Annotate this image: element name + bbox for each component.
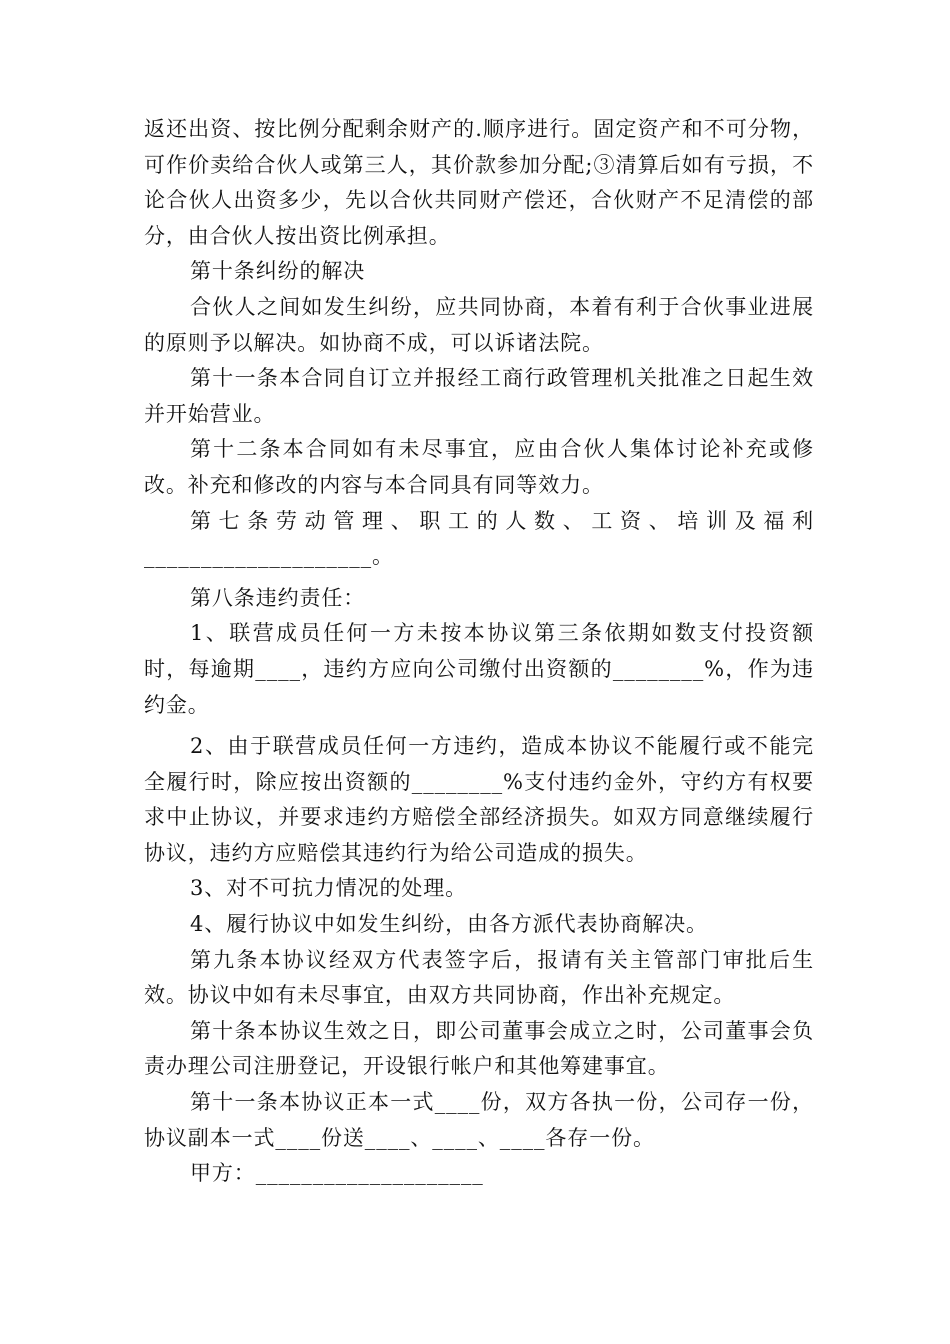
paragraph: 3、对不可抗力情况的处理。 — [190, 876, 468, 901]
paragraph: 第十一条本协议正本一式____份，双方各执一份，公司存一份，协议副本一式____份送____、____、____各存一份。 — [144, 1090, 814, 1150]
paragraph: 第十条纠纷的解决 — [190, 259, 366, 284]
paragraph: 第八条违约责任： — [190, 585, 366, 610]
paragraph: 返还出资、按比例分配剩余财产的.顺序进行。固定资产和不可分物，可作价卖给合伙人或第三人，其价款参加分配;③清算后如有亏损，不论合伙人出资多少，先以合伙共同财产偿还，合伙财产不足清偿的部分，由合伙人按出资比例承担。 — [144, 117, 814, 248]
paragraph: 1、联营成员任何一方未按本协议第三条依期如数支付投资额时，每逾期____，违约方应向公司缴付出资额的________%，作为违约金。 — [144, 621, 814, 717]
paragraph: 第十二条本合同如有未尽事宜，应由合伙人集体讨论补充或修改。补充和修改的内容与本合同具有同等效力。 — [144, 437, 814, 497]
paragraph: 第七条劳动管理、职工的人数、工资、培训及福利____________________。 — [144, 508, 814, 569]
signature-line-party-a: 甲方：____________________ — [190, 1161, 484, 1186]
paragraph: 第九条本协议经双方代表签字后，报请有关主管部门审批后生效。协议中如有未尽事宜，由双方共同协商，作出补充规定。 — [144, 947, 814, 1008]
document-body — [144, 112, 814, 1192]
paragraph: 第十一条本合同自订立并报经工商行政管理机关批准之日起生效并开始营业。 — [144, 366, 814, 426]
paragraph: 4、履行协议中如发生纠纷，由各方派代表协商解决。 — [190, 912, 708, 937]
paragraph: 合伙人之间如发生纠纷，应共同协商，本着有利于合伙事业进展的原则予以解决。如协商不成，可以诉诸法院。 — [144, 294, 814, 355]
paragraph: 第十条本协议生效之日，即公司董事会成立之时，公司董事会负责办理公司注册登记，开设银行帐户和其他筹建事宜。 — [144, 1018, 814, 1079]
paragraph: 2、由于联营成员任何一方违约，造成本协议不能履行或不能完全履行时，除应按出资额的________%支付违约金外，守约方有权要求中止协议，并要求违约方赔偿全部经济损失。如双方同意继续履行协议，违约方应赔偿其违约行为给公司造成的损失。 — [144, 734, 814, 865]
